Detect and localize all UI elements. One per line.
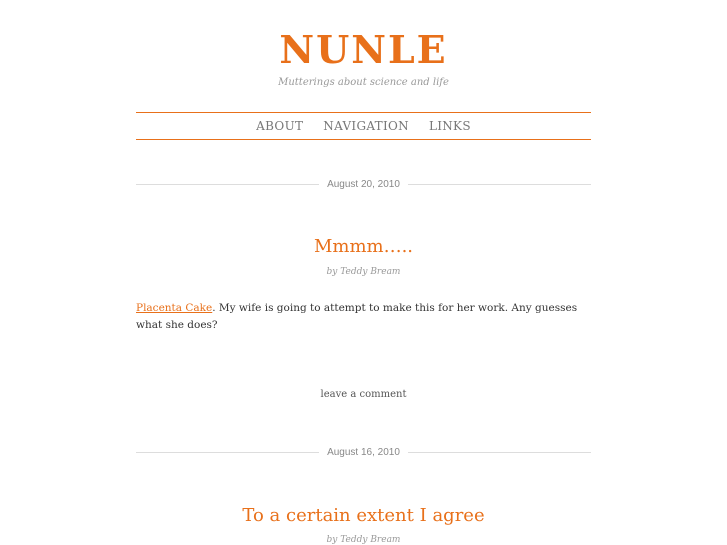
nav-item-links[interactable]: LINKS [428,119,471,133]
post-body [136,300,591,334]
site-tagline: Mutterings about science and life [278,77,449,88]
post-byline: by Teddy Bream [326,267,401,277]
post-date-divider [136,177,591,191]
leave-comment-link[interactable]: leave a comment [320,389,407,400]
post-date-divider [136,445,591,459]
post-title[interactable]: To a certain extent I agree [242,505,485,526]
nav-item-about[interactable]: ABOUT [256,119,304,133]
divider-line [136,452,319,453]
post-title[interactable]: Mmmm….. [313,236,414,257]
nav-item-navigation[interactable]: NAVIGATION [323,119,409,133]
post-date: August 20, 2010 [327,178,400,190]
main-navigation [136,112,591,140]
placenta-cake-link[interactable]: Placenta Cake [136,302,213,314]
post-body-text: . My wife is going to attempt to make this for her work. Any guesses what she does? [136,302,578,331]
site-title[interactable]: NUNLE [279,27,448,72]
post-date: August 16, 2010 [327,446,400,458]
divider-line [408,452,591,453]
post-byline: by Teddy Bream [326,535,401,545]
divider-line [136,184,319,185]
divider-line [408,184,591,185]
